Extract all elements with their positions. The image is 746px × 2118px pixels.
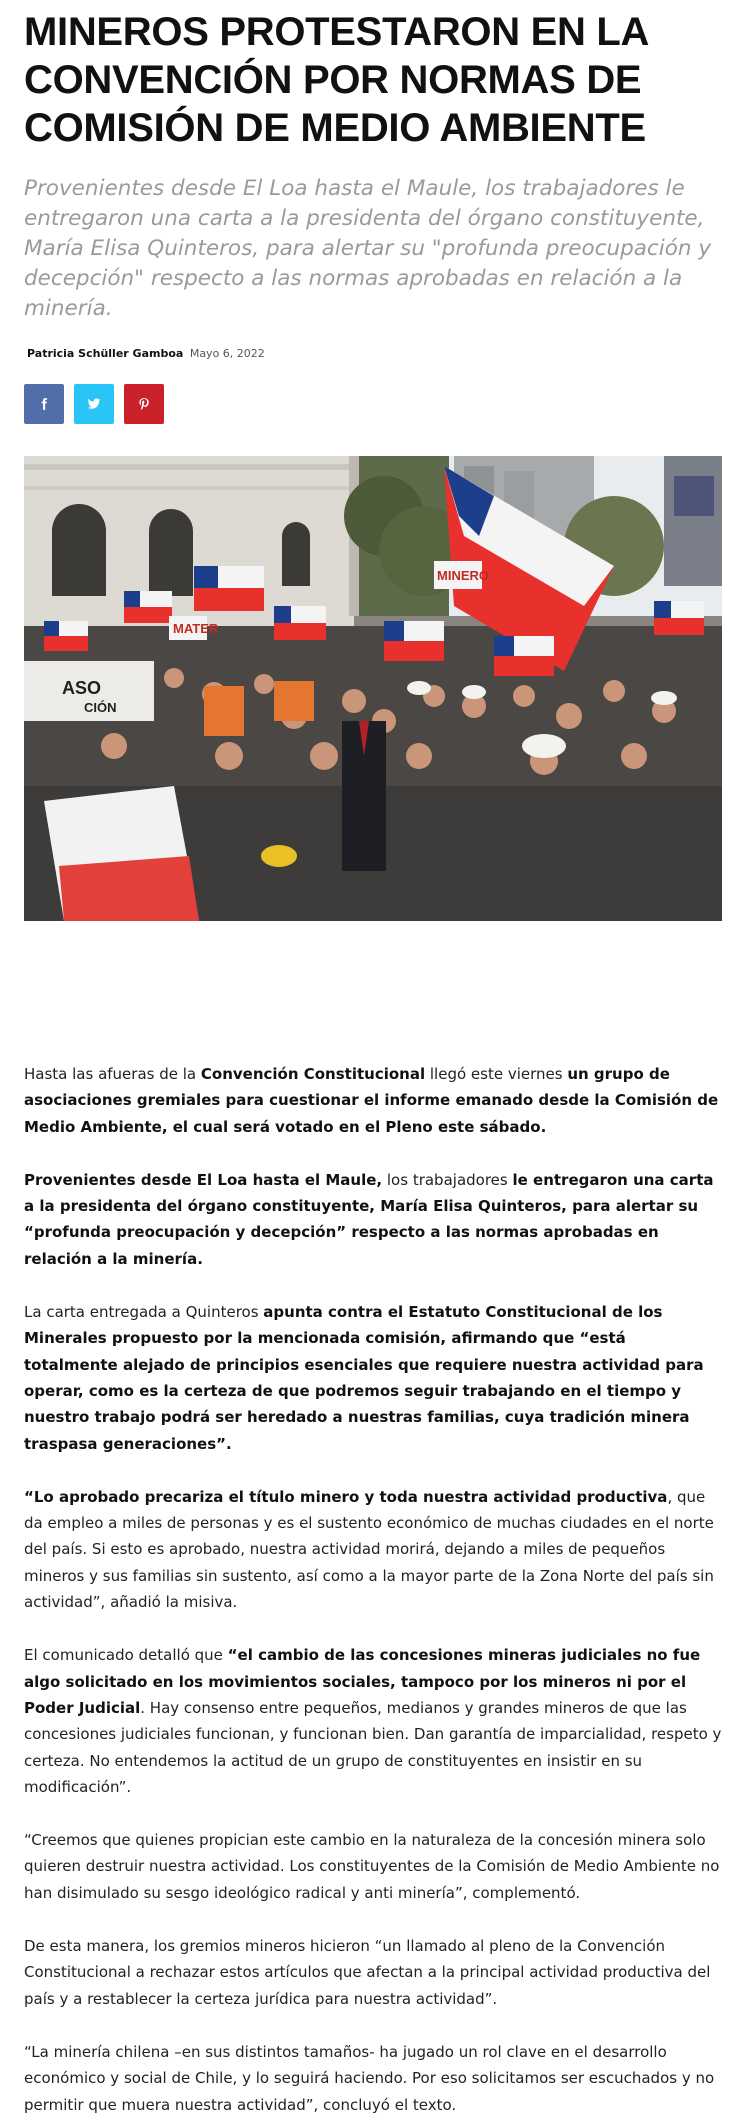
paragraph-3: La carta entregada a Quinteros apunta contra el Estatuto Constitucional de los Minerales propuesto por la mencionada comisión, afirmando que “está totalmente alejado de principios esenciales que requiere nuestra actividad para operar, como es la certeza de que podremos seguir trabajando en el tiempo y nuestro trabajo podrá ser heredado a nuestras familias, cuya tradición minera traspasa generaciones”.: [24, 1303, 704, 1453]
article-body: [24, 1061, 722, 2118]
author[interactable]: Patricia Schüller Gamboa: [27, 347, 184, 360]
paragraph-6: “Creemos que quienes propician este cambio en la naturaleza de la concesión minera solo quieren destruir nuestra actividad. Los constituyentes de la Comisión de Medio Ambiente no han disimulado su sesgo ideológico radical y anti minería”, complementó.: [24, 1831, 720, 1902]
sign-text-mater: MATER: [173, 621, 219, 636]
paragraph-7: De esta manera, los gremios mineros hicieron “un llamado al pleno de la Convención Constitucional a rechazar estos artículos que afectan a la principal actividad productiva del país y a restablecer la certeza jurídica para nuestra actividad”.: [24, 1937, 711, 2008]
sign-text-cion: CIÓN: [84, 700, 117, 715]
article-photo: [24, 456, 722, 921]
twitter-icon: [87, 397, 101, 411]
pinterest-icon: [137, 397, 151, 411]
sign-text-minero: MINERO: [437, 568, 489, 583]
pinterest-share-button[interactable]: [124, 384, 164, 424]
publish-date: Mayo 6, 2022: [189, 347, 265, 360]
article: [0, 8, 746, 2114]
share-buttons: [24, 384, 722, 424]
byline: [24, 344, 722, 364]
paragraph-4: “Lo aprobado precariza el título minero y toda nuestra actividad productiva, que da empleo a miles de personas y es el sustento económico de muchas ciudades en el norte del país. Si esto es aprobado, nuestra actividad morirá, dejando a miles de pequeños mineros y sus familias sin sustento, así como a la mayor parte de la Zona Norte del país sin actividad”, añadió la misiva.: [24, 1487, 714, 1612]
paragraph-5: El comunicado detalló que “el cambio de las concesiones mineras judiciales no fue algo solicitado en los movimientos sociales, tampoco por los mineros ni por el Poder Judicial. Hay consenso entre pequeños, medianos y grandes mineros de que las concesiones judiciales funcionan, y funcionan bien. Dan garantía de imparcialidad, respeto y certeza. No entendemos la actitud de un grupo de constituyentes en insistir en su modificación”.: [24, 1646, 722, 1796]
protest-photo-illustration: [24, 456, 722, 921]
paragraph-8: “La minería chilena –en sus distintos tamaños- ha jugado un rol clave en el desarrollo económico y social de Chile, y lo seguirá haciendo. Por eso solicitamos ser escuchados y no permitir que muera nuestra actividad”, concluyó el texto.: [24, 2042, 715, 2114]
sign-text-aso: ASO: [62, 678, 102, 698]
headline: MINEROS PROTESTARON EN LA CONVENCIÓN POR NORMAS DE COMISIÓN DE MEDIO AMBIENTE: [24, 10, 648, 150]
twitter-share-button[interactable]: [74, 384, 114, 424]
subtitle: Provenientes desde El Loa hasta el Maule, los trabajadores le entregaron una carta a la presidenta del órgano constituyente, María Elisa Quinteros, para alertar su "profunda preocupación y decepción" respecto a las normas aprobadas en relación a la minería.: [24, 176, 712, 321]
paragraph-2: Provenientes desde El Loa hasta el Maule, los trabajadores le entregaron una carta a la presidenta del órgano constituyente, María Elisa Quinteros, para alertar su “profunda preocupación y decepción” respecto a las normas aprobadas en relación a la minería.: [24, 1170, 714, 1268]
facebook-share-button[interactable]: [24, 384, 64, 424]
paragraph-1: Hasta las afueras de la Convención Constitucional llegó este viernes un grupo de asociaciones gremiales para cuestionar el informe emanado desde la Comisión de Medio Ambiente, el cual será votado en el Pleno este sábado.: [24, 1065, 719, 1136]
facebook-icon: [37, 397, 51, 411]
